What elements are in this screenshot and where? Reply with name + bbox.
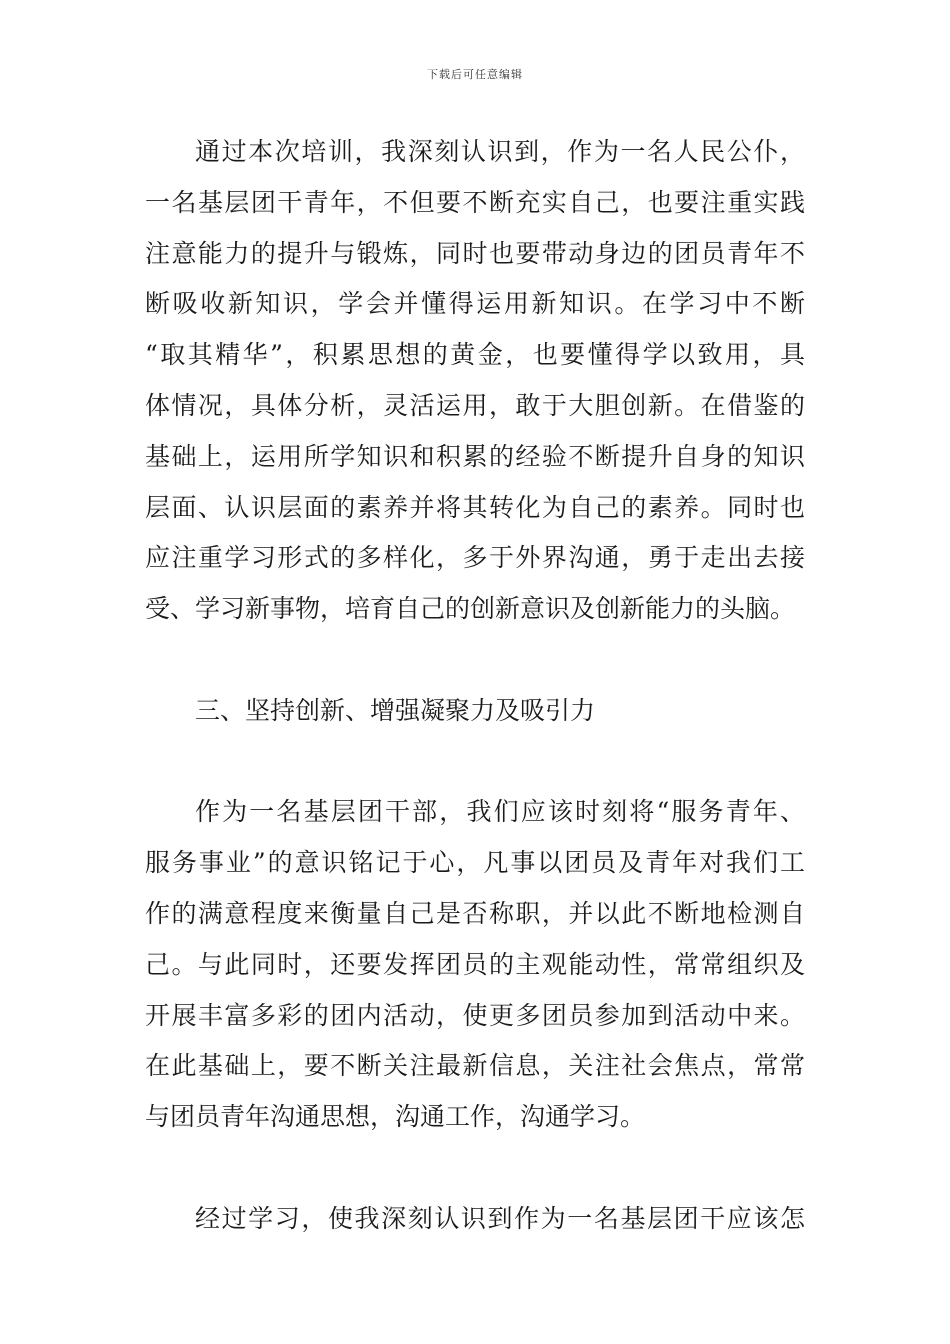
- text-line: 己。与此同时，还要发挥团员的主观能动性，常常组织及: [145, 949, 805, 979]
- text-line: 注意能力的提升与锻炼，同时也要带动身边的团员青年不: [145, 238, 805, 268]
- paragraph-gap: [145, 635, 805, 686]
- paragraph-training-reflection: [145, 127, 805, 635]
- text-line: 服务事业”的意识铭记于心，凡事以团员及青年对我们工: [145, 848, 805, 878]
- section-heading: 三、坚持创新、增强凝聚力及吸引力: [195, 695, 596, 725]
- text-line: 与团员青年沟通思想，沟通工作，沟通学习。: [145, 1102, 646, 1132]
- paragraph-gap: [145, 737, 805, 788]
- paragraph-service-youth: [145, 787, 805, 1143]
- text-line: 层面、认识层面的素养并将其转化为自己的素养。同时也: [145, 492, 805, 522]
- text-line: 应注重学习形式的多样化，多于外界沟通，勇于走出去接: [145, 543, 805, 573]
- text-line: 受、学习新事物，培育自己的创新意识及创新能力的头脑。: [145, 594, 796, 624]
- text-line: “取其精华”，积累思想的黄金，也要懂得学以致用，具: [145, 340, 805, 370]
- text-line: 作的满意程度来衡量自己是否称职，并以此不断地检测自: [145, 898, 805, 928]
- text-line: 体情况，具体分析，灵活运用，敢于大胆创新。在借鉴的: [145, 390, 805, 420]
- text-line: 一名基层团干青年，不但要不断充实自己，也要注重实践: [145, 187, 805, 217]
- text-line: 基础上，运用所学知识和积累的经验不断提升自身的知识: [145, 441, 805, 471]
- text-line: 作为一名基层团干部，我们应该时刻将“服务青年、: [195, 797, 805, 827]
- text-line: 断吸收新知识，学会并懂得运用新知识。在学习中不断: [145, 289, 805, 319]
- text-line: 通过本次培训，我深刻认识到，作为一名人民公仆，: [195, 137, 805, 166]
- text-line: 开展丰富多彩的团内活动，使更多团员参加到活动中来。: [145, 1000, 805, 1030]
- paragraph-conclusion: [145, 1194, 805, 1245]
- text-line: 在此基础上，要不断关注最新信息，关注社会焦点，常常: [145, 1051, 805, 1081]
- paragraph-gap: [145, 1143, 805, 1194]
- text-line: 经过学习，使我深刻认识到作为一名基层团干应该怎: [195, 1203, 805, 1233]
- document-body: [145, 127, 805, 1245]
- header-note: 下载后可任意编辑: [427, 68, 523, 81]
